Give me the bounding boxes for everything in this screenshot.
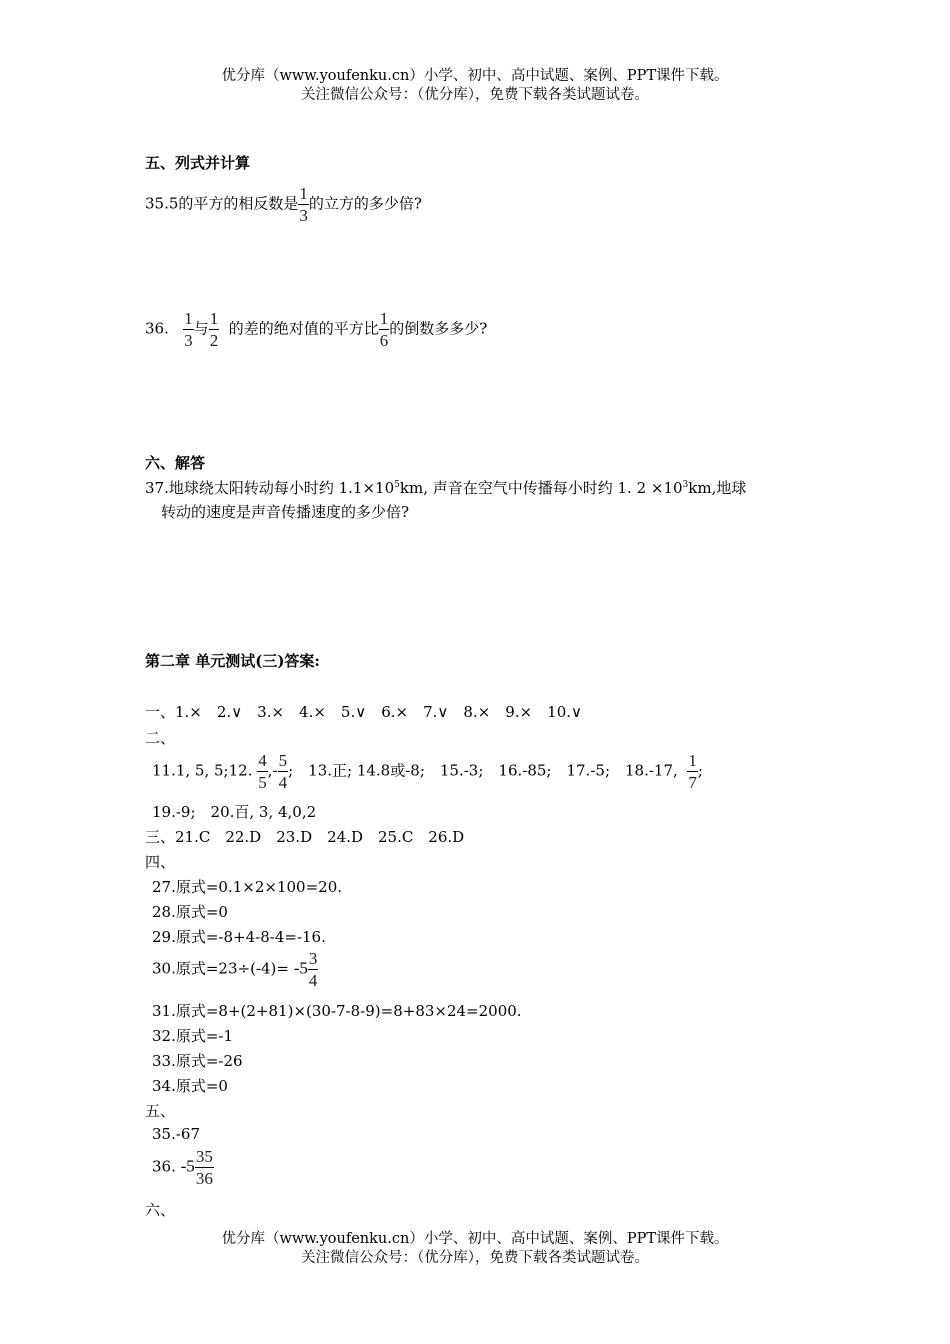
- question-35: [145, 185, 422, 224]
- ans12-fraction-2: $\frac{5}{4}$: [278, 751, 288, 792]
- ans12-fraction-1: $\frac{4}{5}$: [258, 751, 267, 792]
- answer-36-fraction: $\frac{35}{36}$: [195, 1147, 213, 1188]
- answer-28: 28.原式=0: [152, 903, 228, 921]
- q35-suffix: 的立方的多少倍?: [308, 194, 422, 213]
- header-line-1: 优分库（www.youfenku.cn）小学、初中、高中试题、案例、PPT课件下载。: [221, 68, 729, 84]
- answers-title: 第二章 单元测试(三)答案:: [145, 652, 320, 670]
- answers-part-5-label: 五、: [145, 1102, 176, 1120]
- answers-part-2-line-2: 19.-9; 20.百, 3, 4,0,2: [152, 803, 317, 821]
- answer-30-fraction: $\frac{3}{4}$: [308, 949, 318, 990]
- answers-part-2-line-1: 11.1, 5, 5;12. $\frac{4}{5}$ ,- $\frac{5}{4}$ ; 13.正; 14.8或-8; 15.-3; 16.-85; 17.-5; 18.-17, $\frac{1}{7}$ ;: [152, 751, 703, 792]
- q36-fraction-3: $\frac{1}{6}$: [379, 309, 389, 350]
- answers-part-4-label: 四、: [145, 853, 176, 871]
- q36-fraction-1: $\frac{1}{3}$: [184, 309, 193, 350]
- answers-part-3: 三、21.C 22.D 23.D 24.D 25.C 26.D: [145, 828, 465, 846]
- header-line-2: 关注微信公众号：（优分库），免费下载各类试题试卷。: [301, 87, 649, 103]
- section-6-title: 六、解答: [145, 454, 206, 472]
- question-37-line-1: 37.地球绕太阳转动每小时约 $1.1\times 10^5km$, 声音在空气中传播每小时约 1. $2 \times 10^3km$,地球: [145, 479, 747, 497]
- q36-mid: 与: [193, 319, 209, 338]
- q36-text: 的差的绝对值的平方比: [228, 319, 379, 338]
- footer-line-2: 关注微信公众号：（优分库），免费下载各类试题试卷。: [301, 1250, 649, 1266]
- footer-line-1: 优分库（www.youfenku.cn）小学、初中、高中试题、案例、PPT课件下载。: [221, 1231, 729, 1247]
- section-5-title: 五、列式并计算: [145, 154, 251, 172]
- answer-30: 30.原式=23÷(-4)= -5 $\frac{3}{4}$: [152, 949, 318, 990]
- answer-32: 32.原式=-1: [152, 1027, 234, 1045]
- answer-31: 31.原式=8+(2+81)×(30-7-8-9)=8+83×24=2000.: [152, 1002, 522, 1020]
- answer-33: 33.原式=-26: [152, 1052, 243, 1070]
- answer-35: 35.-67: [152, 1125, 201, 1143]
- q36-fraction-2: $\frac{1}{2}$: [209, 309, 219, 350]
- question-37-line-2: 转动的速度是声音传播速度的多少倍?: [161, 503, 410, 521]
- q35-prefix: 35.5的平方的相反数是: [145, 194, 299, 213]
- answers-part-6-label: 六、: [145, 1201, 176, 1219]
- answer-34: 34.原式=0: [152, 1077, 228, 1095]
- answer-36: 36. -5 $\frac{35}{36}$: [152, 1147, 213, 1188]
- answer-27: 27.原式=0.1×2×100=20.: [152, 878, 343, 896]
- q36-suffix: 的倒数多多少?: [389, 319, 488, 338]
- question-36: [145, 310, 487, 349]
- q35-fraction: $\frac{1}{3}$: [299, 184, 308, 225]
- answer-29: 29.原式=-8+4-8-4=-16.: [152, 928, 326, 946]
- answers-part-1: 一、1.× 2.∨ 3.× 4.× 5.∨ 6.× 7.∨ 8.× 9.× 10.∨: [145, 703, 582, 721]
- answers-part-2-label: 二、: [145, 729, 176, 747]
- q36-prefix: 36.: [145, 319, 169, 338]
- ans18-fraction: $\frac{1}{7}$: [688, 751, 697, 792]
